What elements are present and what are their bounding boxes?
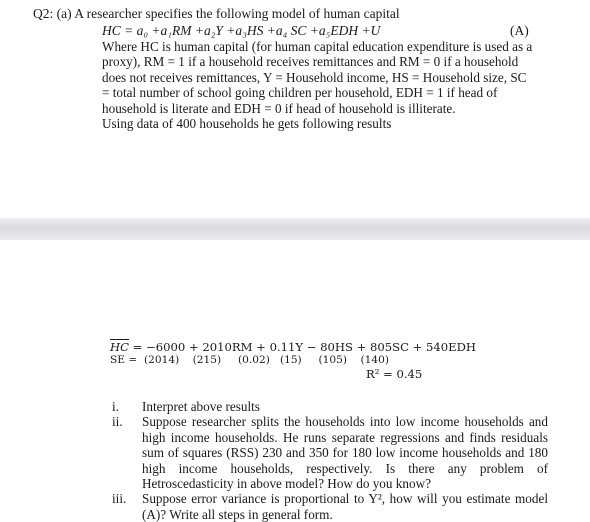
description-line: household is literate and EDH = 0 if head of household is illiterate. xyxy=(102,100,456,116)
description-line: does not receives remittances, Y = Household income, HS = Household size, SC xyxy=(102,69,527,85)
item-text: Suppose researcher splits the households into low income households and high income households. He runs separate regressions and finds residuals sum of squares (RSS) 230 and 350 for 180 low income households and 180 high income households, respectively. Is there any problem of Hetroscedasticity in above model? How do you know? xyxy=(142,414,548,492)
question-title: Q2: (a) A researcher specifies the following model of human capital xyxy=(33,6,400,21)
estimated-lhs: $\overline{HC}$ xyxy=(110,340,129,354)
question-item xyxy=(112,491,548,522)
item-number: i. xyxy=(112,399,119,414)
variable-description xyxy=(102,39,548,116)
item-text: Suppose error variance is proportional to Y², how will you estimate model (A)? Write all steps in general form. xyxy=(142,491,548,522)
page-top-section xyxy=(0,0,590,218)
description-line: proxy), RM = 1 if a household receives remittances and RM = 0 if a household xyxy=(102,54,519,70)
item-number: ii. xyxy=(112,414,123,430)
description-line: = total number of school going children per household, EDH = 1 if head of xyxy=(102,85,498,101)
question-item xyxy=(112,399,548,414)
estimated-equation xyxy=(110,340,476,354)
r-squared: R² = 0.45 xyxy=(366,367,423,381)
estimated-rhs: = −6000 + 2010RM + 0.11Y − 80HS + 805SC + 540EDH xyxy=(128,340,477,354)
model-equation: HC = a₀ +a₁RM +a₂Y +a₃HS +a₄ SC +a₅EDH +U xyxy=(102,23,381,38)
data-note: Using data of 400 households he gets following results xyxy=(102,116,392,131)
model-tag: (A) xyxy=(510,23,529,38)
item-number: iii. xyxy=(112,491,127,507)
standard-errors: SE = (2014) (215) (0.02) (15) (105) (140) xyxy=(110,354,389,366)
description-line: Where HC is human capital (for human capital education expenditure is used as a xyxy=(102,39,533,54)
question-items xyxy=(112,399,548,522)
page-divider xyxy=(0,218,590,240)
item-text: Interpret above results xyxy=(142,399,260,414)
question-item xyxy=(112,414,548,491)
